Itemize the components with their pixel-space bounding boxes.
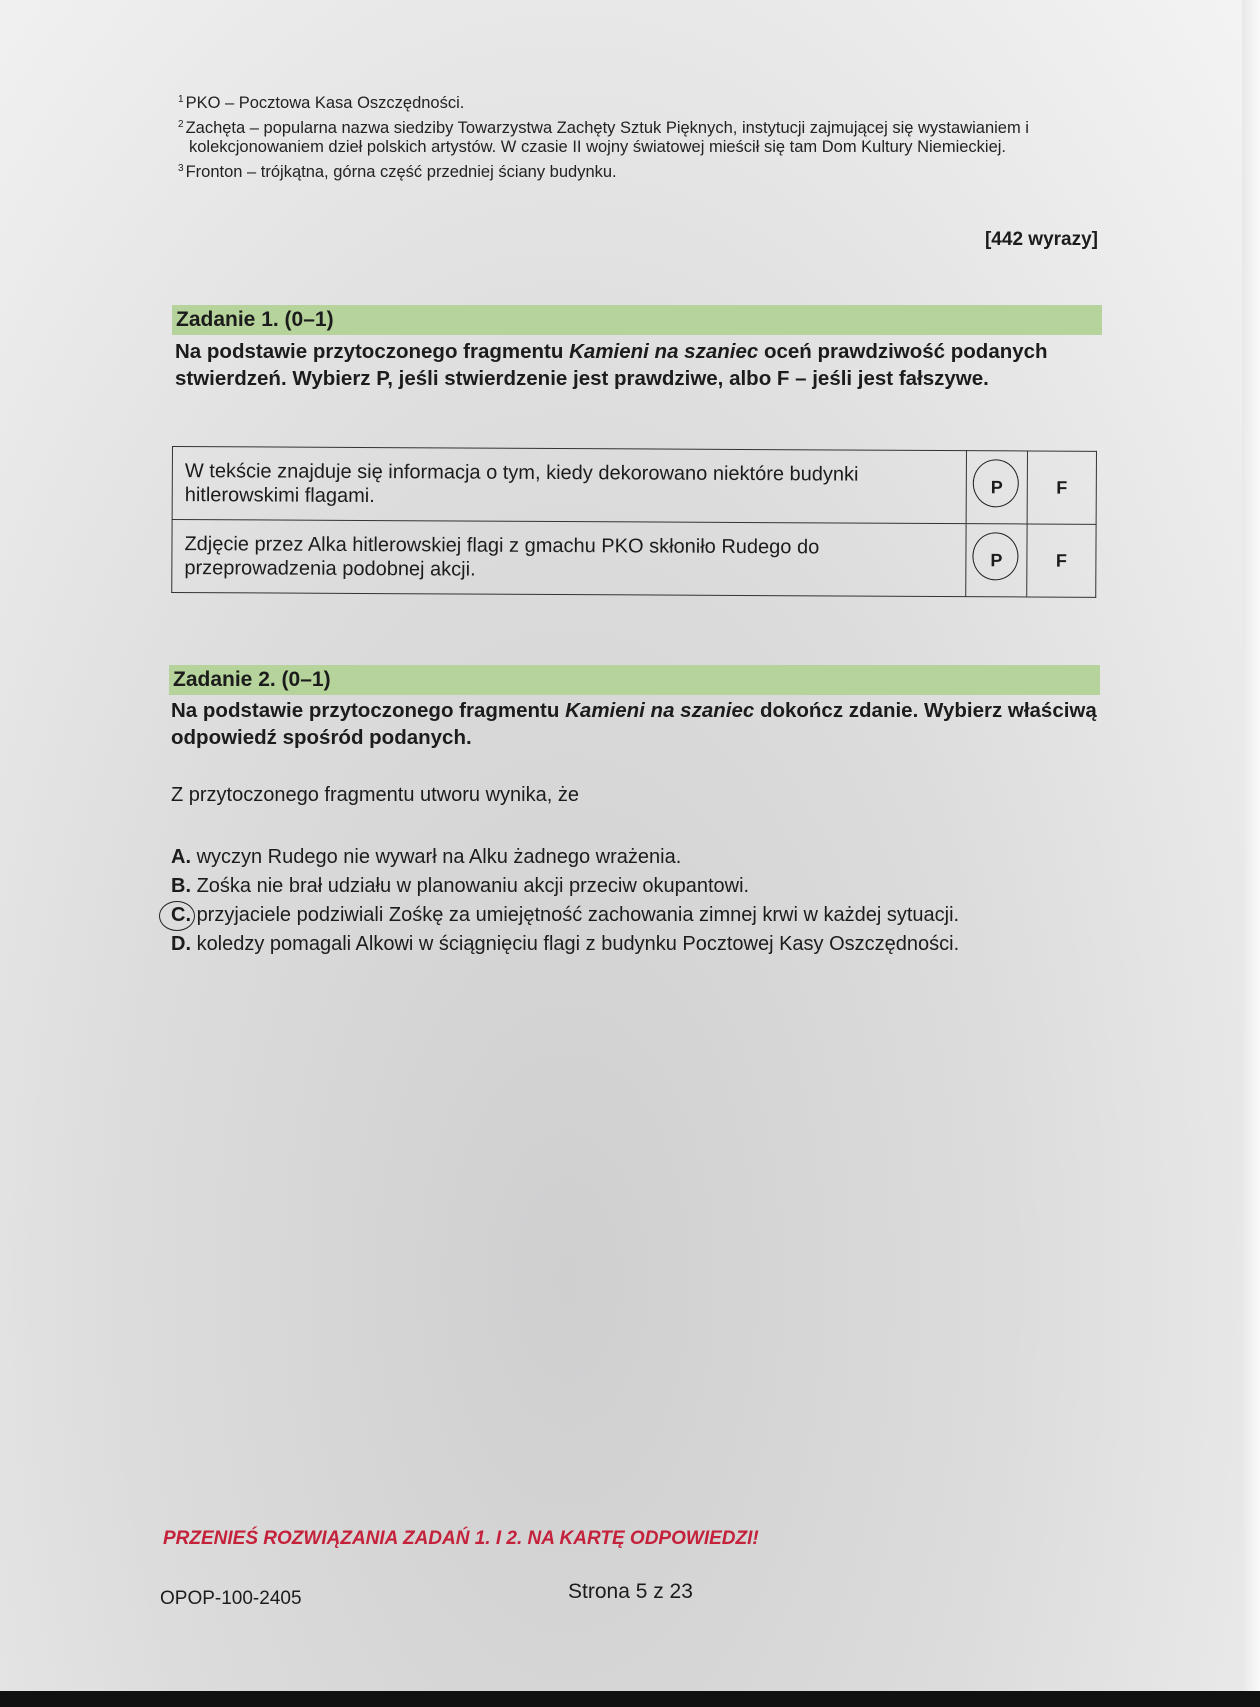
option-letter: A. bbox=[171, 846, 191, 868]
option-c[interactable] bbox=[171, 901, 1121, 930]
exam-code: OPOP-100-2405 bbox=[160, 1588, 302, 1609]
option-letter: C. bbox=[171, 904, 191, 926]
answer-circle bbox=[973, 459, 1019, 507]
option-text: wyczyn Rudego nie wywarł na Alku żadnego wrażenia. bbox=[196, 846, 682, 868]
statement-2: Zdjęcie przez Alka hitlerowskiej flagi z gmachu PKO skłoniło Rudego do przeprowadzenia podobnej akcji. bbox=[172, 520, 966, 597]
page-number: Strona 5 z 23 bbox=[568, 1580, 693, 1603]
transfer-notice: PRZENIEŚ ROZWIĄZANIA ZADAŃ 1. I 2. NA KARTĘ ODPOWIEDZI! bbox=[163, 1528, 759, 1549]
option-f-1[interactable] bbox=[1027, 451, 1096, 524]
option-letter: D. bbox=[171, 933, 191, 955]
photo-border bbox=[0, 1691, 1260, 1707]
option-d[interactable] bbox=[171, 930, 1121, 959]
footnote-1 bbox=[178, 90, 1078, 113]
answer-circle bbox=[159, 901, 195, 931]
book-title: Kamieni na szaniec bbox=[569, 340, 759, 363]
answer-options bbox=[171, 843, 1121, 959]
footnote-text: PKO – Pocztowa Kasa Oszczędności. bbox=[185, 94, 465, 112]
instr-text: dokończ zdanie. Wybierz właściwą odpowiedź spośród podanych. bbox=[171, 699, 1097, 749]
footnotes bbox=[178, 90, 1078, 182]
task1-header bbox=[172, 305, 1102, 335]
option-p-1[interactable] bbox=[966, 451, 1027, 524]
task2-title: Zadanie 2. (0–1) bbox=[173, 668, 331, 691]
true-false-table bbox=[171, 446, 1097, 598]
f-label: F bbox=[1056, 477, 1068, 498]
p-label: P bbox=[990, 477, 1003, 498]
option-p-2[interactable] bbox=[966, 524, 1027, 597]
task2-instruction bbox=[171, 697, 1101, 751]
table-row bbox=[172, 520, 1096, 598]
instr-text: Na podstawie przytoczonego fragmentu bbox=[175, 340, 570, 363]
task1-title: Zadanie 1. (0–1) bbox=[176, 308, 334, 331]
statement-1: W tekście znajduje się informacja o tym, kiedy dekorowano niektóre budynki hitlerowskimi flagami. bbox=[172, 447, 966, 524]
footnote-3 bbox=[178, 159, 1078, 182]
p-label: P bbox=[990, 550, 1003, 571]
f-label: F bbox=[1055, 550, 1067, 571]
footnote-number: 2 bbox=[178, 119, 184, 130]
footnote-text: Zachęta – popularna nazwa siedziby Towarzystwa Zachęty Sztuk Pięknych, instytucji zajmującej się wystawianiem i kolekcjonowaniem dzieł polskich artystów. W czasie II wojny światowej mieścił się tam Dom Kultury Niemieckiej. bbox=[185, 119, 1029, 156]
option-a[interactable] bbox=[171, 843, 1121, 872]
word-count: [442 wyrazy] bbox=[984, 229, 1098, 250]
answer-circle bbox=[972, 532, 1018, 580]
task2-header bbox=[169, 665, 1100, 695]
option-text: Zośka nie brał udziału w planowaniu akcji przeciw okupantowi. bbox=[196, 875, 750, 897]
task2-stem: Z przytoczonego fragmentu utworu wynika, że bbox=[171, 784, 579, 806]
task1-instruction bbox=[175, 338, 1095, 392]
option-f-2[interactable] bbox=[1027, 524, 1096, 597]
option-b[interactable] bbox=[171, 872, 1121, 901]
footnote-text: Fronton – trójkątna, górna część przedniej ściany budynku. bbox=[185, 163, 617, 181]
option-letter: B. bbox=[171, 875, 191, 897]
footnote-number: 1 bbox=[178, 94, 184, 105]
instr-text: oceń prawdziwość podanych stwierdzeń. Wybierz P, jeśli stwierdzenie jest prawdziwe, albo F – jeśli jest fałszywe. bbox=[175, 340, 1048, 390]
footnote-number: 3 bbox=[178, 163, 184, 174]
paper-edge bbox=[1242, 0, 1260, 1707]
instr-text: Na podstawie przytoczonego fragmentu bbox=[171, 699, 566, 722]
option-text: przyjaciele podziwiali Zośkę za umiejętność zachowania zimnej krwi w każdej sytuacji. bbox=[196, 904, 960, 926]
book-title: Kamieni na szaniec bbox=[565, 699, 755, 722]
table-row bbox=[172, 447, 1096, 525]
footnote-2 bbox=[178, 115, 1078, 157]
option-text: koledzy pomagali Alkowi w ściągnięciu flagi z budynku Pocztowej Kasy Oszczędności. bbox=[196, 933, 960, 955]
